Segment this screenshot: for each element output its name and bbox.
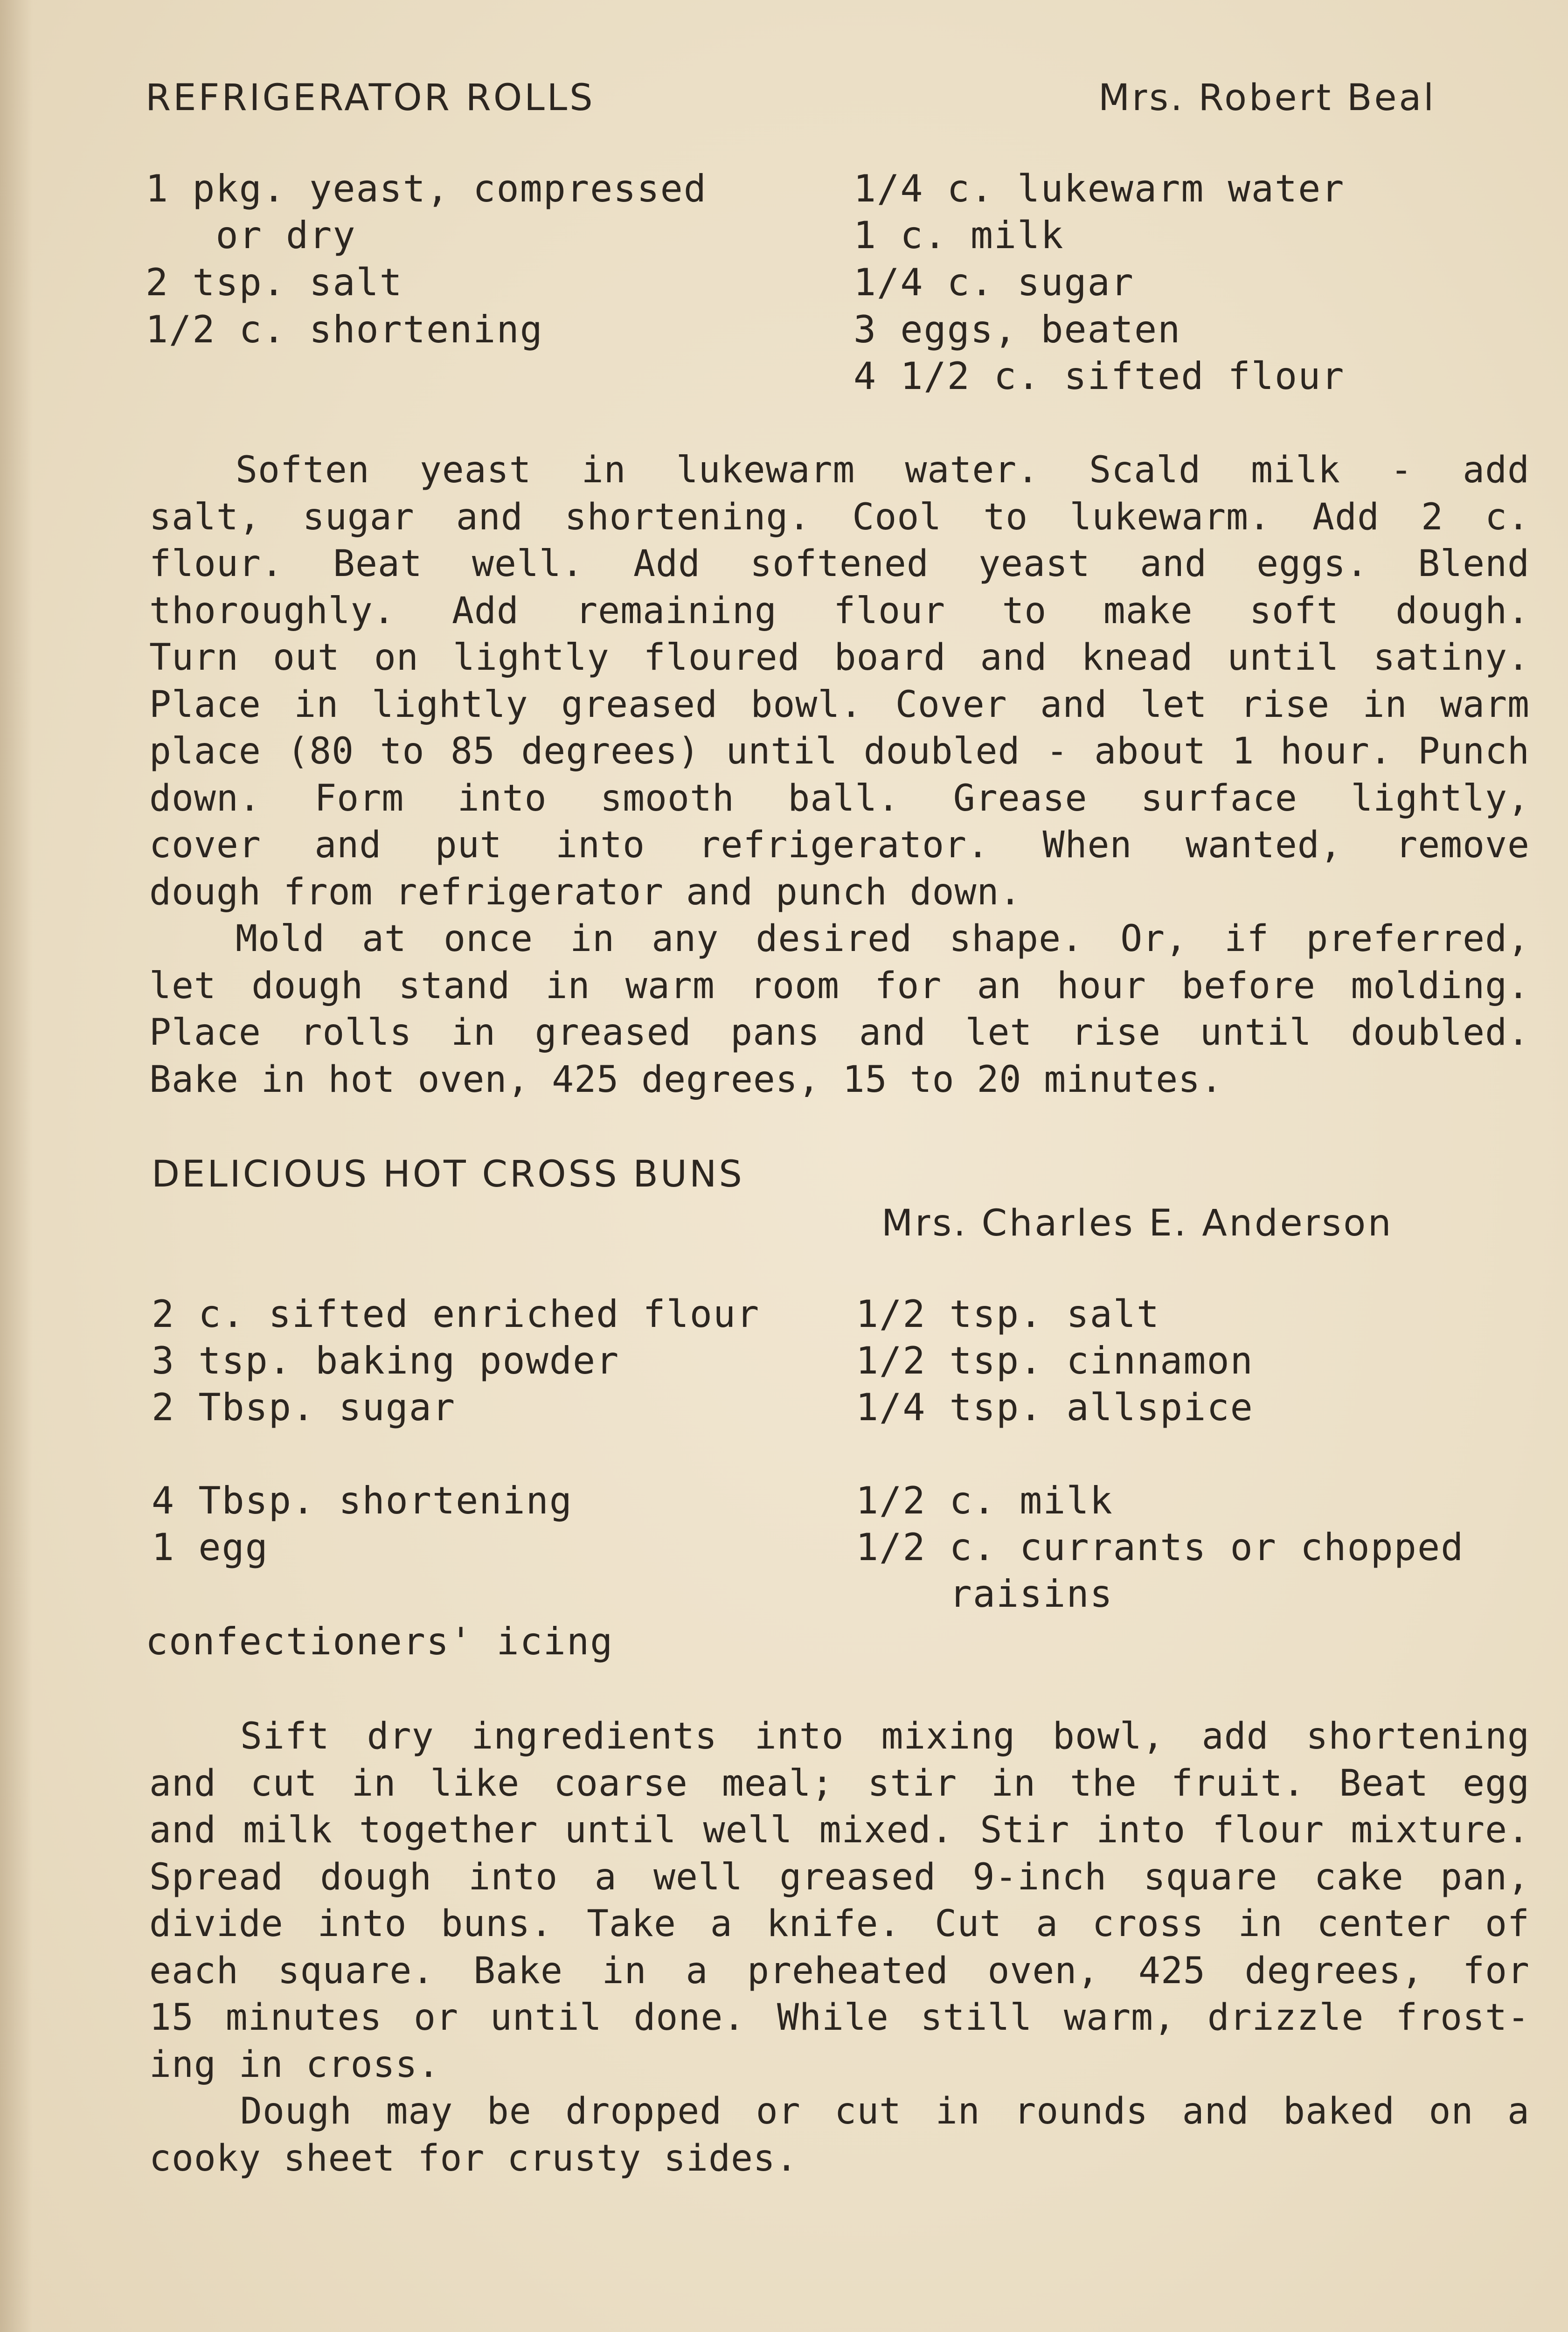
- recipe-title: DELICIOUS HOT CROSS BUNS: [152, 1153, 744, 1195]
- ingredient: 1 pkg. yeast, compressed: [146, 167, 707, 210]
- text-line: place (80 to 85 degrees) until doubled - about 1 hour. Punch: [149, 730, 1530, 772]
- text-line: Turn out on lightly floured board and knead until satiny.: [149, 637, 1530, 679]
- text-line: salt, sugar and shortening. Cool to lukewarm. Add 2 c.: [149, 496, 1530, 538]
- text-line: Place rolls in greased pans and let rise until doubled.: [149, 1012, 1530, 1054]
- page-edge-shadow: [0, 0, 33, 2332]
- ingredient: 4 1/2 c. sifted flour: [853, 354, 1345, 398]
- ingredient: 1/4 c. sugar: [853, 261, 1134, 304]
- text-line: down. Form into smooth ball. Grease surface lightly,: [149, 777, 1530, 819]
- ingredient: 1/2 c. shortening: [146, 308, 543, 351]
- text-line: and cut in like coarse meal; stir in the fruit. Beat egg: [149, 1762, 1530, 1805]
- text-line: ing in cross.: [149, 2043, 440, 2086]
- recipe-author: Mrs. Robert Beal: [1098, 77, 1436, 119]
- instructions-paragraph: [149, 1713, 1530, 2182]
- text-line: cooky sheet for crusty sides.: [149, 2137, 798, 2179]
- ingredient: 1/2 tsp. salt: [856, 1292, 1160, 1336]
- ingredient: 1/2 tsp. cinnamon: [856, 1339, 1254, 1382]
- text-line: Soften yeast in lukewarm water. Scald milk - add: [236, 449, 1530, 491]
- text-line: and milk together until well mixed. Stir into flour mixture.: [149, 1809, 1530, 1851]
- ingredient: 2 Tbsp. sugar: [152, 1386, 456, 1429]
- recipe-title: REFRIGERATOR ROLLS: [146, 77, 595, 119]
- text-line: Sift dry ingredients into mixing bowl, add shortening: [240, 1715, 1530, 1757]
- ingredient: 1/4 tsp. allspice: [856, 1386, 1254, 1429]
- text-line: Dough may be dropped or cut in rounds and baked on a: [240, 2090, 1530, 2132]
- text-line: Mold at once in any desired shape. Or, if preferred,: [236, 918, 1530, 960]
- ingredient: 1/4 c. lukewarm water: [853, 167, 1345, 210]
- ingredient: 2 c. sifted enriched flour: [152, 1292, 760, 1336]
- text-line: Spread dough into a well greased 9-inch square cake pan,: [149, 1856, 1530, 1898]
- ingredient: 2 tsp. salt: [146, 261, 403, 304]
- recipe-author: Mrs. Charles E. Anderson: [881, 1202, 1394, 1244]
- text-line: each square. Bake in a preheated oven, 425 degrees, for: [149, 1950, 1530, 1992]
- text-line: thoroughly. Add remaining flour to make soft dough.: [149, 590, 1530, 632]
- text-line: Place in lightly greased bowl. Cover and let rise in warm: [149, 683, 1530, 726]
- text-line: divide into buns. Take a knife. Cut a cross in center of: [149, 1903, 1530, 1945]
- extra-ingredient: confectioners' icing: [146, 1620, 614, 1663]
- text-line: let dough stand in warm room for an hour before molding.: [149, 965, 1530, 1007]
- text-line: 15 minutes or until done. While still warm, drizzle frost-: [149, 1997, 1530, 2039]
- ingredient: 1 c. milk: [853, 214, 1064, 257]
- text-line: flour. Beat well. Add softened yeast and eggs. Blend: [149, 543, 1530, 585]
- instructions-paragraph: [149, 447, 1530, 1103]
- ingredient: 1/2 c. milk: [856, 1479, 1113, 1522]
- ingredient: 3 eggs, beaten: [853, 308, 1181, 351]
- text-line: cover and put into refrigerator. When wanted, remove: [149, 824, 1530, 866]
- ingredient: 1/2 c. currants or chopped: [856, 1526, 1464, 1569]
- text-line: Bake in hot oven, 425 degrees, 15 to 20 minutes.: [149, 1058, 1223, 1101]
- ingredient: raisins: [856, 1572, 1113, 1616]
- ingredient: or dry: [146, 214, 356, 257]
- ingredient: 3 tsp. baking powder: [152, 1339, 620, 1382]
- text-line: dough from refrigerator and punch down.: [149, 871, 1022, 913]
- ingredient: 1 egg: [152, 1526, 269, 1569]
- ingredient: 4 Tbsp. shortening: [152, 1479, 573, 1522]
